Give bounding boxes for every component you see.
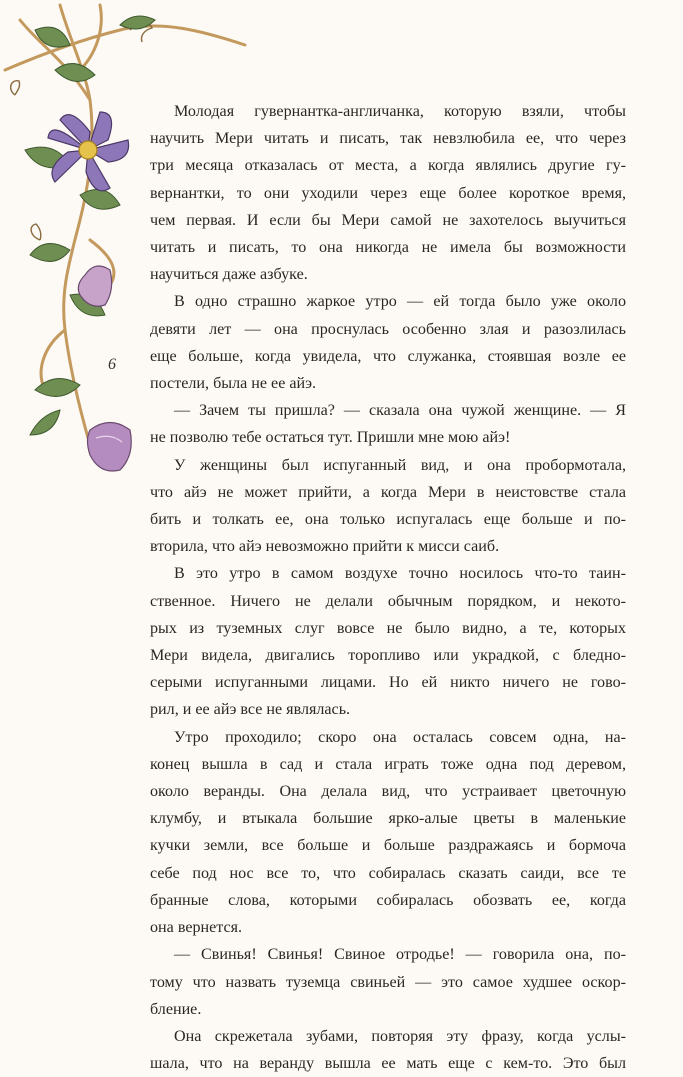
text-line: постели, была не ее айэ. bbox=[150, 375, 317, 393]
text-line: вторила, что айэ невозможно прийти к мисси саиб. bbox=[150, 538, 500, 556]
text-line: читать и писать, то она никогда не имела бы возможности bbox=[150, 239, 626, 257]
text-line: рил, и ее айэ все не являлась. bbox=[150, 701, 351, 719]
paragraph-end bbox=[150, 533, 626, 560]
text-line: Молодая гувернантка-англичанка, которую взяли, чтобы bbox=[174, 103, 626, 120]
text-line: она вернется. bbox=[150, 919, 243, 937]
paragraph-end bbox=[150, 696, 626, 723]
paragraph bbox=[150, 941, 626, 995]
paragraph-end bbox=[150, 261, 626, 288]
clematis-flower bbox=[48, 112, 129, 191]
text-line: рых из туземных слуг вовсе не было видно, а те, которых bbox=[150, 619, 626, 637]
text-line: Она скрежетала зубами, повторяя эту фразу, когда услы- bbox=[174, 1027, 626, 1045]
paragraph bbox=[150, 98, 626, 261]
text-line: кучки земли, все больше и больше раздражаясь и бормоча bbox=[150, 837, 626, 855]
text-line: бранные слова, которыми собиралась обозвать ее, когда bbox=[150, 891, 626, 909]
paragraph bbox=[150, 452, 626, 534]
text-line: не позволю тебе остаться тут. Пришли мне мою айэ! bbox=[150, 429, 511, 447]
paragraph bbox=[150, 397, 626, 424]
paragraph-end bbox=[150, 424, 626, 451]
paragraph bbox=[150, 560, 626, 696]
paragraph bbox=[150, 288, 626, 370]
text-line: девяти лет — она проснулась особенно злая и разозлилась bbox=[150, 320, 626, 338]
text-line: У женщины был испуганный вид, и она пробормотала, bbox=[174, 456, 626, 474]
text-line: Мери видела, двигались торопливо или украдкой, с бледно- bbox=[150, 647, 626, 665]
bell-flower bbox=[78, 266, 131, 471]
text-line: бить и толкать ее, она только испугалась еще больше и по- bbox=[150, 511, 626, 529]
text-line: научить Мери читать и писать, так невзлюбила ее, что через bbox=[150, 130, 626, 148]
page-number: 6 bbox=[108, 356, 116, 373]
body-text bbox=[150, 98, 626, 1077]
text-line: себе под нос все то, что собиралась сказать саиди, все те bbox=[150, 864, 626, 882]
text-line: клумбу, и втыкала большие ярко-алые цветы в маленькие bbox=[150, 810, 626, 828]
text-line: три месяца отказалась от места, а когда являлись другие гу- bbox=[150, 157, 626, 175]
text-line: еще больше, когда увидела, что служанка, стоявшая возле ее bbox=[150, 347, 626, 365]
paragraph-end bbox=[150, 914, 626, 941]
paragraph-end bbox=[150, 996, 626, 1023]
text-line: ственное. Ничего не делали обычным порядком, и некото- bbox=[150, 592, 626, 610]
text-line: В одно страшно жаркое утро — ей тогда было уже около bbox=[174, 293, 626, 311]
text-line: тому что назвать туземца свиньей — это самое худшее оскор- bbox=[150, 973, 626, 991]
text-line: В это утро в самом воздухе точно носилось что-то таин- bbox=[174, 565, 626, 583]
text-line: научиться даже азбуке. bbox=[150, 266, 308, 284]
text-line: Утро проходило; скоро она осталась совсем одна, на- bbox=[174, 728, 626, 746]
text-line: серыми испуганными лицами. Но ей никто ничего не гово- bbox=[150, 674, 626, 692]
text-line: около веранды. Она делала вид, что устраивает цветочную bbox=[150, 783, 626, 801]
text-line: что айэ не может прийти, а когда Мери в неистовстве стала bbox=[150, 483, 626, 501]
paragraph-end bbox=[150, 370, 626, 397]
text-line: — Зачем ты пришла? — сказала она чужой женщине. — Я bbox=[174, 402, 626, 420]
text-line: конец вышла в сад и стала играть тоже одна под деревом, bbox=[150, 755, 626, 773]
text-line: чем первая. И если бы Мери самой не захотелось выучиться bbox=[150, 211, 626, 229]
text-line: бление. bbox=[150, 1000, 202, 1018]
text-line: — Свинья! Свинья! Свиное отродье! — говорила она, по- bbox=[174, 946, 626, 964]
text-line: вернантки, то они уходили через еще более короткое время, bbox=[150, 184, 626, 202]
paragraph bbox=[150, 1023, 626, 1077]
paragraph bbox=[150, 724, 626, 914]
text-line: шала, что на веранду вышла ее мать еще с кем-то. Это был bbox=[150, 1055, 626, 1073]
